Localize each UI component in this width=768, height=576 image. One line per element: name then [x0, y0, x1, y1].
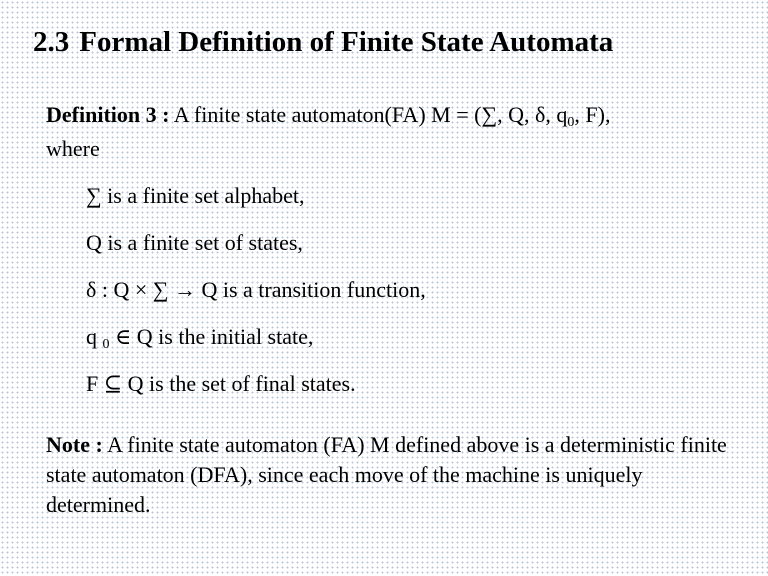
definition-text-end: , F),	[574, 102, 611, 127]
note-block	[46, 430, 736, 520]
item-alphabet: ∑ is a finite set alphabet,	[86, 183, 305, 208]
item-transition: δ : Q × ∑ → Q is a transition function,	[86, 277, 426, 302]
definition-block	[46, 100, 736, 164]
slide-title	[33, 26, 613, 59]
section-number: 2.3	[33, 26, 70, 58]
item-final-states: F ⊆ Q is the set of final states.	[86, 371, 356, 396]
note-text: A finite state automaton (FA) M defined above is a deterministic finite state automaton (DFA), since each move of the machine is uniquely determined.	[46, 432, 727, 517]
definition-subscript: 0	[567, 115, 575, 130]
definition-label: Definition 3 :	[46, 102, 170, 127]
title-text: Formal Definition of Finite State Automata	[79, 26, 614, 58]
item-initial-state	[86, 321, 426, 368]
definition-items	[86, 180, 426, 415]
initial-state-text: ∈ Q is the initial state,	[115, 324, 314, 349]
note-label: Note :	[46, 432, 103, 457]
definition-where: where	[46, 136, 100, 161]
definition-text: A finite state automaton(FA) M = (∑, Q, δ, q	[173, 102, 568, 127]
item-states: Q is a finite set of states,	[86, 230, 303, 255]
initial-state-symbol: q	[86, 324, 97, 349]
initial-state-subscript: 0	[102, 337, 110, 352]
